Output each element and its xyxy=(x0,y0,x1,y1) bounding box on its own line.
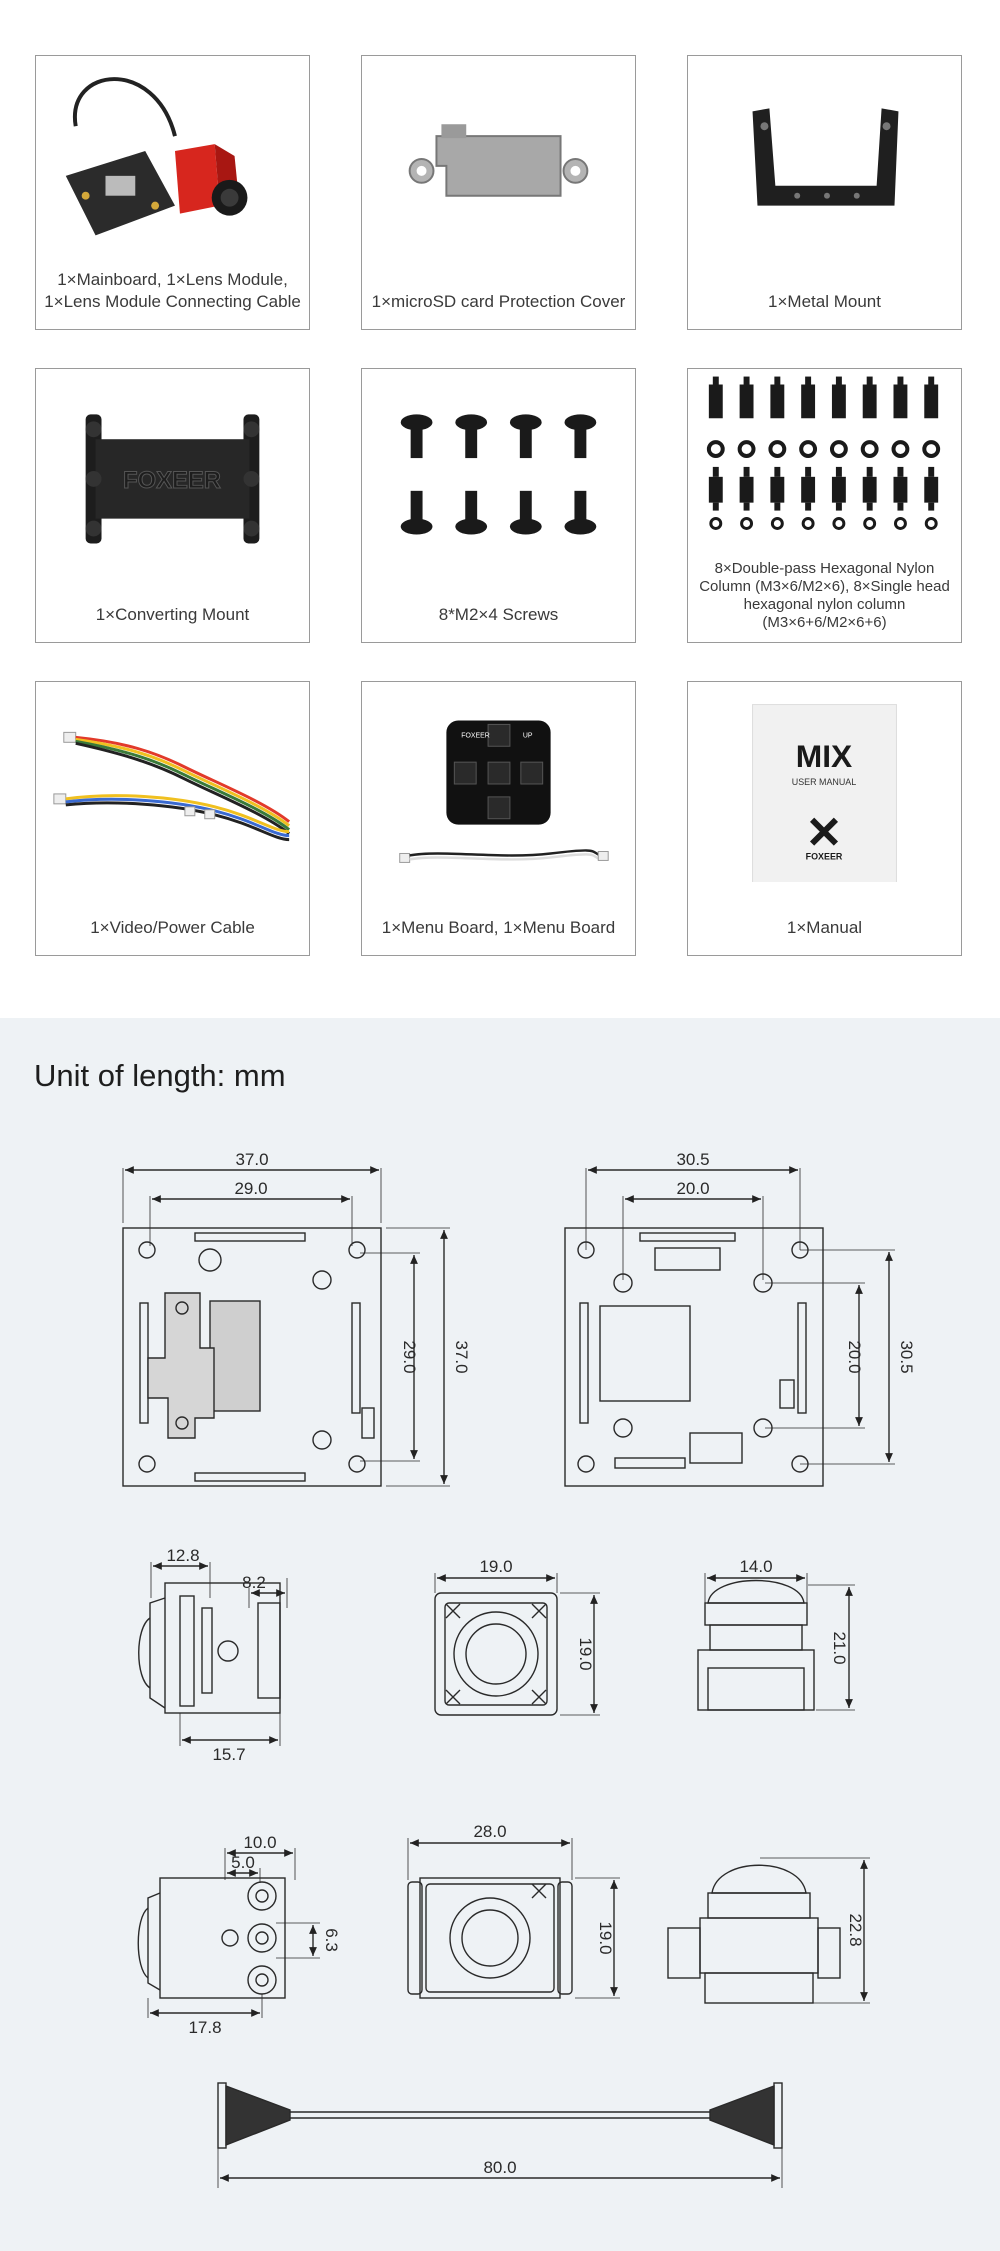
menu-board-icon xyxy=(362,682,635,882)
package-contents xyxy=(0,0,1000,1018)
item-card-nylon-columns xyxy=(687,368,962,643)
item-caption: 1×Video/Power Cable xyxy=(90,918,255,937)
cable-icon xyxy=(36,682,309,882)
dim-cable-length: 80.0 xyxy=(483,2158,517,2177)
metal-mount-icon xyxy=(688,56,961,256)
item-card-screws xyxy=(361,368,636,643)
dimension-drawing xyxy=(0,1018,1000,2251)
dim-lens-front-h: 19.0 xyxy=(576,1637,595,1671)
item-card-metal-mount xyxy=(687,55,962,330)
board-right-drawing xyxy=(565,1168,895,1486)
mount-side-drawing xyxy=(138,1848,320,2018)
dim-board-right-height: 30.5 xyxy=(897,1340,916,1374)
dim-mount-side-c: 6.3 xyxy=(322,1928,341,1952)
item-card-manual xyxy=(687,681,962,956)
dim-board-right-width: 30.5 xyxy=(676,1150,710,1169)
board-left-drawing xyxy=(123,1168,450,1486)
dim-board-left-width: 37.0 xyxy=(235,1150,269,1169)
foxeer-logo-text: FOXEER xyxy=(123,466,221,494)
dim-board-right-hole-spacing-v: 20.0 xyxy=(845,1340,864,1374)
item-card-cable xyxy=(35,681,310,956)
nylon-columns-icon xyxy=(688,369,961,539)
manual-subtitle: USER MANUAL xyxy=(791,776,857,787)
dim-board-left-hole-spacing: 29.0 xyxy=(234,1179,268,1198)
item-caption: 8×Double-pass Hexagonal Nylon Column (M3×6/M2×6), 8×Single head hexagonal nylon column (M3×6+6/M2×6+6) xyxy=(699,560,950,631)
item-caption: 1×Metal Mount xyxy=(768,292,881,311)
item-caption: 1×Menu Board, 1×Menu Board xyxy=(381,918,616,937)
dimension-labels xyxy=(166,1150,916,2177)
manual-icon xyxy=(688,682,961,882)
dim-mount-side-b: 5.0 xyxy=(231,1853,255,1872)
dim-lens-top-h: 21.0 xyxy=(830,1631,849,1665)
item-card-menu-board xyxy=(361,681,636,956)
unit-title: Unit of length: mm xyxy=(34,1058,286,1093)
dim-board-left-height: 37.0 xyxy=(452,1340,471,1374)
manual-brand: FOXEER xyxy=(805,851,843,862)
dimension-section xyxy=(0,1018,1000,2251)
sd-cover-icon xyxy=(362,56,635,256)
item-card-sd-cover xyxy=(361,55,636,330)
menu-board-up-label: UP xyxy=(522,732,533,740)
converting-mount-icon xyxy=(36,369,309,569)
screws-icon xyxy=(362,369,635,569)
manual-title: MIX xyxy=(795,738,853,775)
dim-lens-side-b: 8.2 xyxy=(242,1573,266,1592)
menu-board-foxeer-label: FOXEER xyxy=(461,732,490,740)
dim-mount-front-w: 28.0 xyxy=(473,1822,507,1841)
dim-mount-side-a: 10.0 xyxy=(243,1833,277,1852)
dim-mount-top-h: 22.8 xyxy=(846,1913,865,1947)
item-caption: 8*M2×4 Screws xyxy=(438,605,559,624)
dim-lens-side-a: 12.8 xyxy=(166,1546,200,1565)
dim-mount-side-d: 17.8 xyxy=(188,2018,222,2037)
mount-top-drawing xyxy=(668,1858,870,2003)
item-caption: 1×Mainboard, 1×Lens Module, 1×Lens Module Connecting Cable xyxy=(44,270,301,311)
item-caption: 1×microSD card Protection Cover xyxy=(371,292,626,311)
dim-mount-front-h: 19.0 xyxy=(596,1921,615,1955)
item-caption: 1×Manual xyxy=(786,918,863,937)
dim-lens-side-c: 15.7 xyxy=(212,1745,246,1764)
dim-board-right-hole-spacing: 20.0 xyxy=(676,1179,710,1198)
mount-front-drawing xyxy=(408,1838,620,1998)
item-card-mainboard xyxy=(35,55,310,330)
dim-lens-front-w: 19.0 xyxy=(479,1557,513,1576)
dim-lens-top-w: 14.0 xyxy=(739,1557,773,1576)
item-card-converting-mount xyxy=(35,368,310,643)
item-caption: 1×Converting Mount xyxy=(95,605,250,624)
dim-board-left-hole-spacing-v: 29.0 xyxy=(400,1340,419,1374)
mainboard-lens-icon xyxy=(36,56,309,256)
lens-front-drawing xyxy=(435,1573,600,1715)
